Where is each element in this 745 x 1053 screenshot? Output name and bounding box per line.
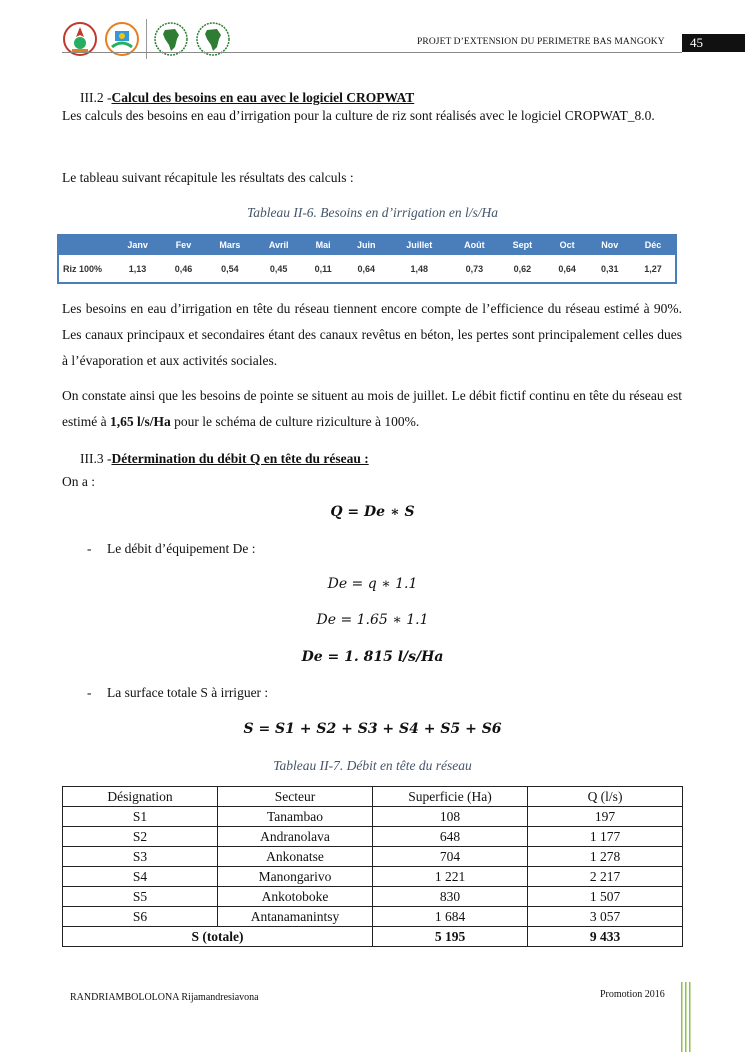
month-header: Août (450, 234, 499, 255)
flow-table-header (63, 787, 683, 807)
value-cell: 1,27 (631, 255, 676, 283)
page-number: 45 (682, 34, 745, 52)
value-cell: 0,64 (546, 255, 589, 283)
equation-de-2: De = 1.65 ∗ 1.1 (316, 612, 429, 628)
cell: 1 221 (373, 867, 528, 887)
section-title: Calcul des besoins en eau avec le logiciel CROPWAT (111, 90, 415, 105)
cell: 704 (373, 847, 528, 867)
column-header: Désignation (63, 787, 218, 807)
bullet-s (87, 685, 268, 701)
footer-promotion: Promotion 2016 (600, 989, 665, 1000)
equation-de-3: De = 1. 815 l/s/Ha (301, 649, 444, 665)
peak-text-a: On constate ainsi que les besoins de pointe se situent au mois de juillet. Le débit fictif continu en tête du réseau est estimé à (62, 388, 682, 429)
cell: S4 (63, 867, 218, 887)
table-row (63, 887, 683, 907)
month-header: Oct (546, 234, 589, 255)
month-header: Nov (588, 234, 631, 255)
footer-author: RANDRIAMBOLOLONA Rijamandresiavona (70, 992, 259, 1003)
cell: 1 684 (373, 907, 528, 927)
efficiency-paragraph: Les besoins en eau d’irrigation en tête du réseau tiennent encore compte de l’efficience du réseau estimé à 90%. Les canaux principaux et secondaires étant des canaux revêtus en béton, les pertes sont principalement celles dues à l’évaporation et aux activités sociales. (62, 301, 682, 368)
bullet-s-text: La surface totale S à irriguer : (107, 685, 269, 700)
month-header: Juin (344, 234, 389, 255)
cell: 2 217 (528, 867, 683, 887)
table-row (63, 867, 683, 887)
month-header: Avril (255, 234, 302, 255)
header-logos (62, 18, 231, 60)
cell: 1 278 (528, 847, 683, 867)
cell: S5 (63, 887, 218, 907)
bullet-de (87, 541, 255, 557)
cell: 3 057 (528, 907, 683, 927)
equation-de-1: De = q ∗ 1.1 (327, 576, 418, 592)
month-header: Déc (631, 234, 676, 255)
value-cell: 0,31 (588, 255, 631, 283)
equation-main: Q = De ∗ S (330, 504, 415, 520)
cell: 830 (373, 887, 528, 907)
cell: 197 (528, 807, 683, 827)
section-number: III.2 - (80, 90, 112, 105)
table-row (63, 847, 683, 867)
month-header: Juillet (389, 234, 450, 255)
cell: Manongarivo (218, 867, 373, 887)
bullet-dash: - (87, 541, 92, 556)
on-a-text: On a : (62, 474, 95, 489)
value-cell: 0,46 (162, 255, 205, 283)
cell: S3 (63, 847, 218, 867)
total-label: S (totale) (63, 927, 373, 947)
cell: Antanamanintsy (218, 907, 373, 927)
bullet-de-text: Le débit d’équipement De : (107, 541, 256, 556)
section-heading-3 (80, 451, 369, 467)
value-cell: 0,62 (499, 255, 546, 283)
table-intro: Le tableau suivant récapitule les résultats des calculs : (62, 170, 354, 185)
month-header: Sept (499, 234, 546, 255)
cell: 648 (373, 827, 528, 847)
total-area: 5 195 (373, 927, 528, 947)
value-cell: 0,64 (344, 255, 389, 283)
total-flow: 9 433 (528, 927, 683, 947)
column-header: Secteur (218, 787, 373, 807)
cell: 1 177 (528, 827, 683, 847)
header-rule (62, 52, 682, 53)
column-header: Superficie (Ha) (373, 787, 528, 807)
peak-paragraph (62, 383, 682, 435)
needs-table-header (58, 234, 676, 255)
cell: Ankotoboke (218, 887, 373, 907)
table-row (63, 827, 683, 847)
cell: Ankonatse (218, 847, 373, 867)
row-label: Riz 100% (58, 255, 113, 283)
value-cell: 0,45 (255, 255, 302, 283)
flow-table (62, 786, 683, 947)
month-header: Mai (302, 234, 344, 255)
section-number: III.3 - (80, 451, 112, 466)
peak-text-b: pour le schéma de culture riziculture à 100%. (170, 414, 420, 429)
month-header: Mars (205, 234, 255, 255)
footer-decoration (680, 982, 692, 1052)
needs-table-caption: Tableau II-6. Besoins en d’irrigation en l/s/Ha (246, 205, 499, 220)
value-cell: 0,11 (302, 255, 344, 283)
table-row (63, 807, 683, 827)
column-header: Q (l/s) (528, 787, 683, 807)
cell: 1 507 (528, 887, 683, 907)
cell: Andranolava (218, 827, 373, 847)
logo-divider (146, 19, 147, 59)
section-title: Détermination du débit Q en tête du réseau : (111, 451, 369, 466)
cell: Tanambao (218, 807, 373, 827)
cell: S2 (63, 827, 218, 847)
intro-paragraph: Les calculs des besoins en eau d’irrigation pour la culture de riz sont réalisés avec le logiciel CROPWAT_8.0. (62, 108, 655, 123)
cell: 108 (373, 807, 528, 827)
equation-s: S = S1 + S2 + S3 + S4 + S5 + S6 (243, 721, 502, 737)
month-header: Fev (162, 234, 205, 255)
needs-table-row (58, 255, 676, 283)
needs-table (57, 234, 677, 284)
value-cell: 0,54 (205, 255, 255, 283)
bullet-dash: - (87, 685, 92, 700)
corner-cell (58, 234, 113, 255)
flow-table-caption: Tableau II-7. Débit en tête du réseau (273, 758, 472, 773)
value-cell: 1,13 (113, 255, 162, 283)
table-row (63, 907, 683, 927)
cell: S1 (63, 807, 218, 827)
month-header: Janv (113, 234, 162, 255)
header-project-title: PROJET D’EXTENSION DU PERIMETRE BAS MANGOKY (417, 37, 665, 47)
total-row (63, 927, 683, 947)
value-cell: 0,73 (450, 255, 499, 283)
value-cell: 1,48 (389, 255, 450, 283)
cell: S6 (63, 907, 218, 927)
peak-value: 1,65 l/s/Ha (109, 414, 171, 429)
